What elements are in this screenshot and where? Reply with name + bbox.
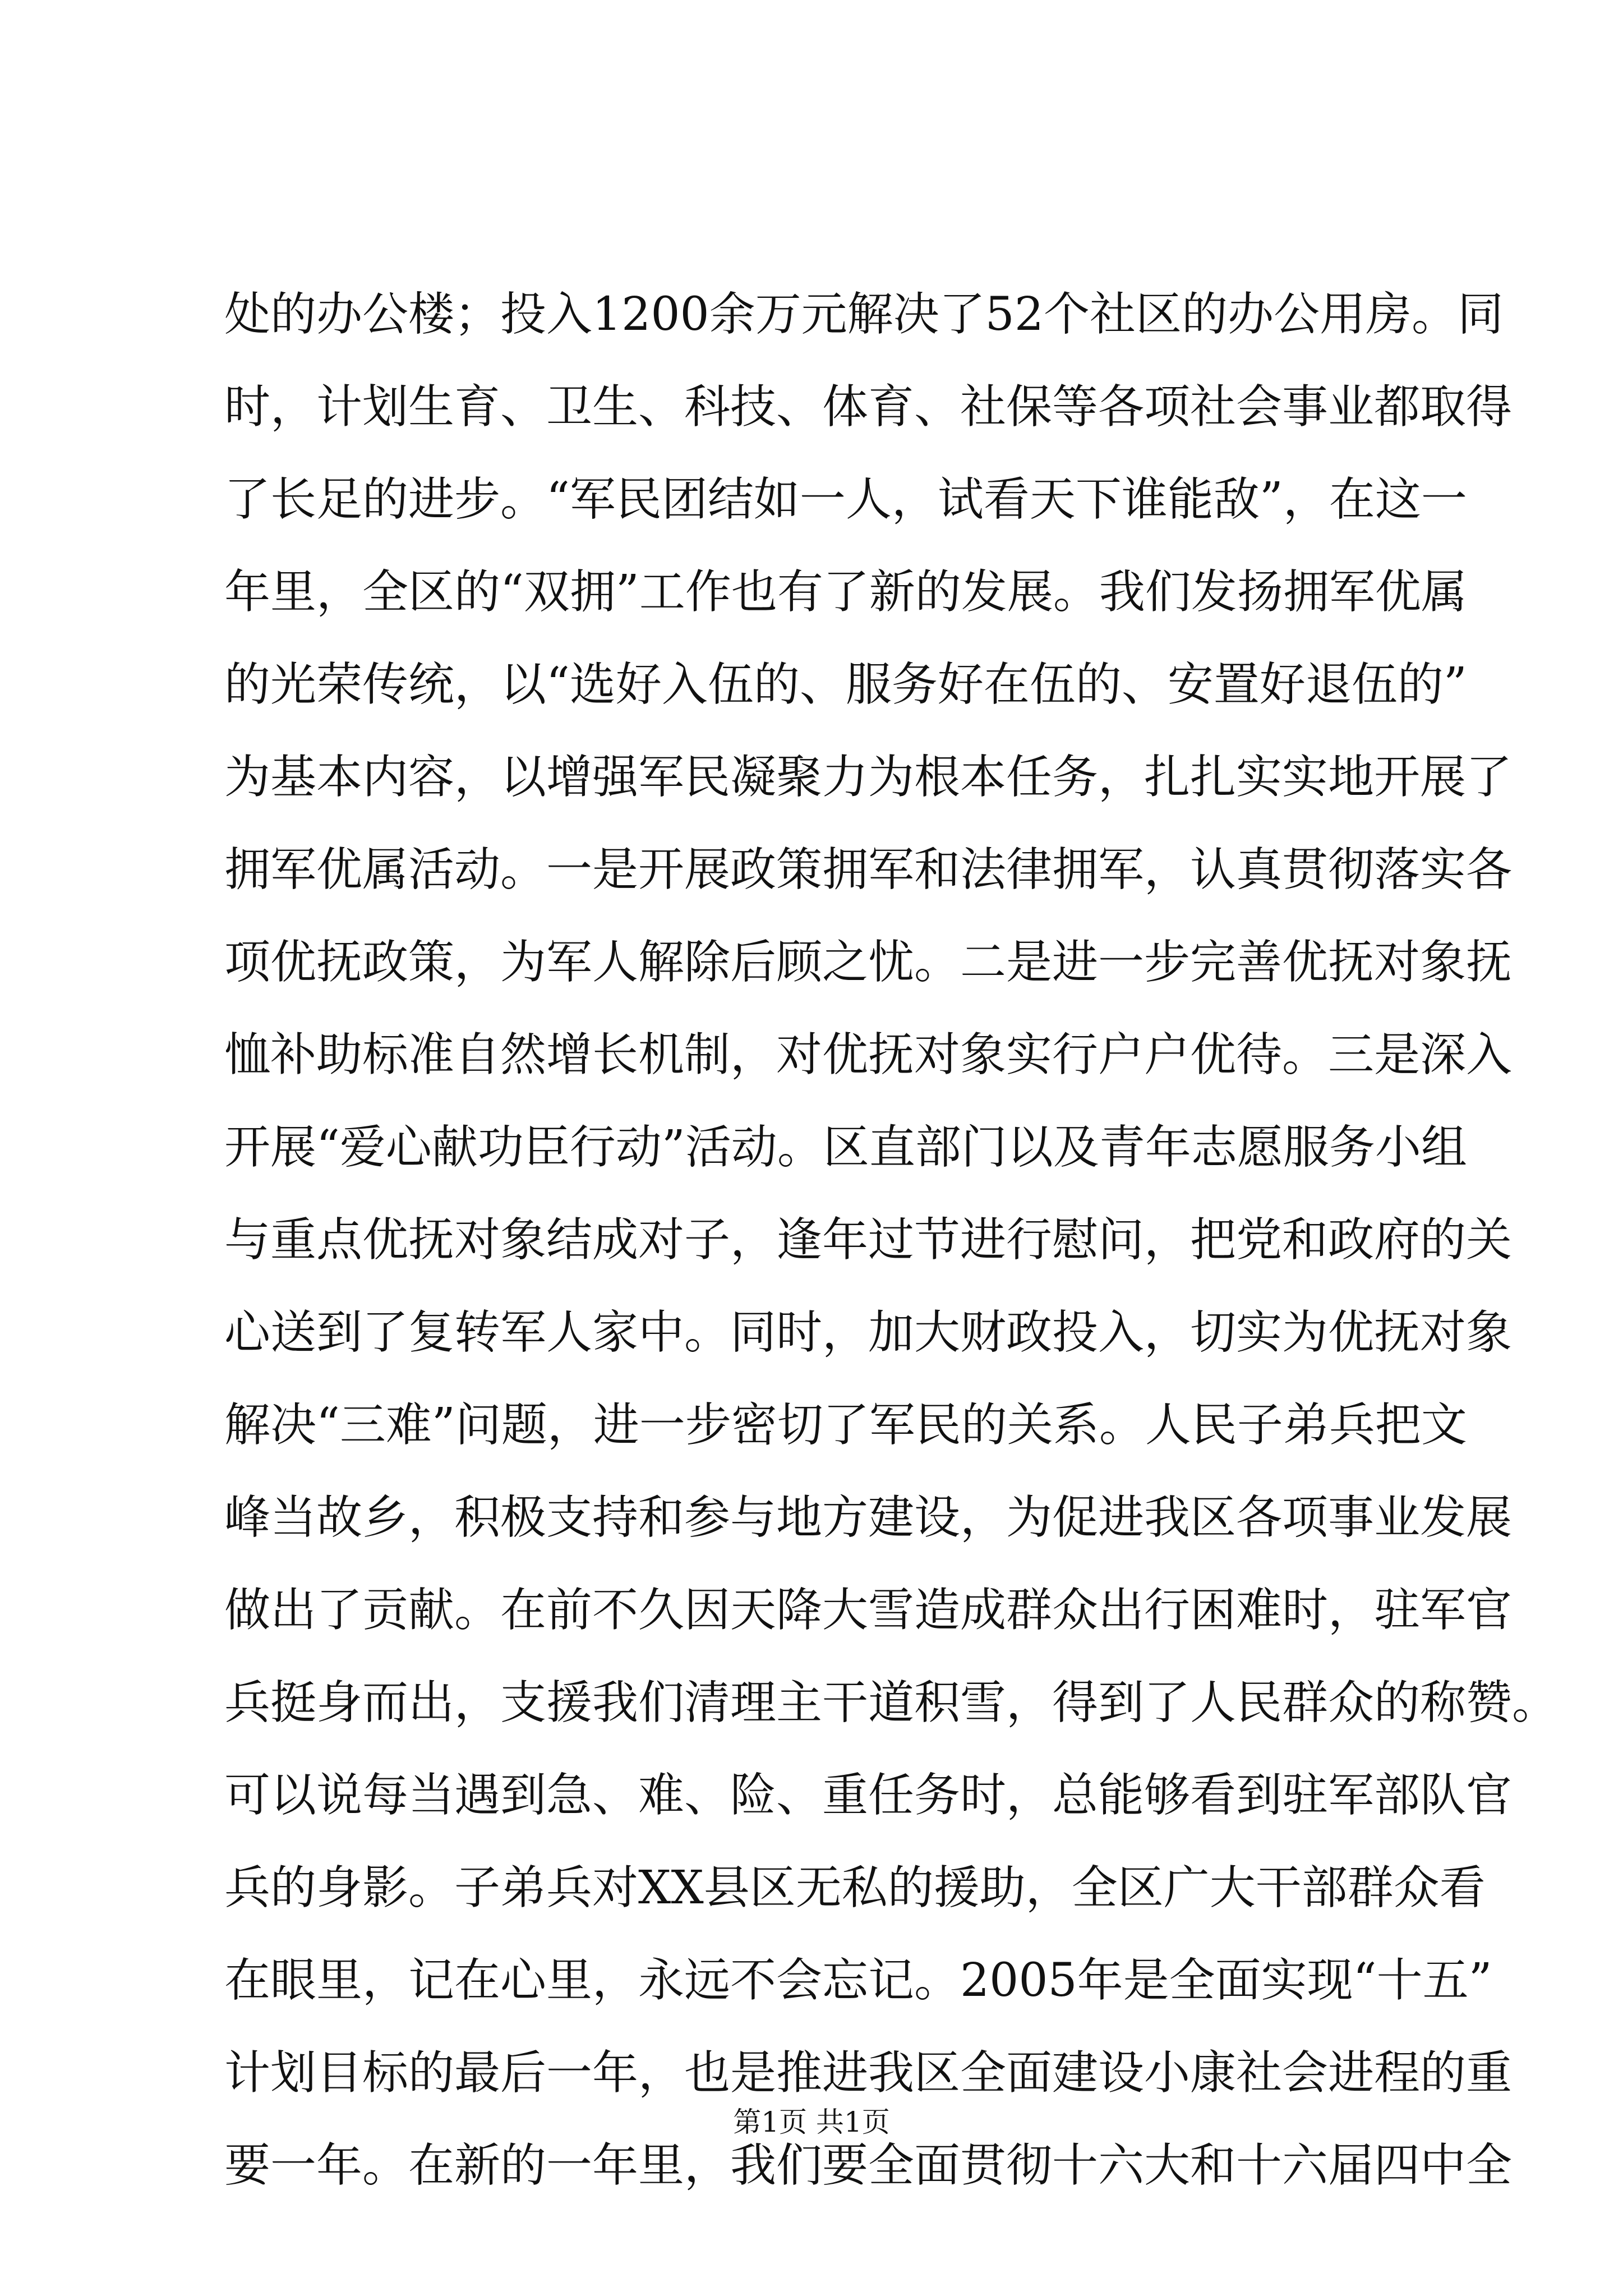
text-line: 项优抚政策，为军人解除后顾之忧。二是进一步完善优抚对象抚 (224, 936, 1513, 989)
page-footer (0, 2102, 1623, 2142)
text-line: 开展“爱心献功臣行动”活动。区直部门以及青年志愿服务小组 (224, 1121, 1467, 1174)
text-line: 做出了贡献。在前不久因天降大雪造成群众出行困难时，驻军官 (224, 1584, 1513, 1637)
text-line: 在眼里，记在心里，永远不会忘记。2005年是全面实现“十五” (224, 1954, 1492, 2007)
text-line: 心送到了复转军人家中。同时，加大财政投入，切实为优抚对象 (224, 1306, 1513, 1359)
text-line: 恤补助标准自然增长机制，对优抚对象实行户户优待。三是深入 (224, 1028, 1513, 1082)
body-text (224, 268, 1559, 2212)
text-line: 处的办公楼；投入1200余万元解决了52个社区的办公用房。同 (224, 288, 1504, 341)
text-line: 可以说每当遇到急、难、险、重任务时，总能够看到驻军部队官 (224, 1769, 1513, 1822)
text-line: 时，计划生育、卫生、科技、体育、社保等各项社会事业都取得 (224, 380, 1513, 434)
text-line: 计划目标的最后一年，也是推进我区全面建设小康社会进程的重 (224, 2046, 1513, 2100)
text-line: 了长足的进步。“军民团结如一人，试看天下谁能敌”，在这一 (224, 473, 1467, 526)
text-line: 峰当故乡，积极支持和参与地方建设，为促进我区各项事业发展 (224, 1491, 1513, 1544)
page-number-label: 第1页 共1页 (733, 2106, 890, 2138)
text-line: 年里，全区的“双拥”工作也有了新的发展。我们发扬拥军优属 (224, 565, 1467, 619)
text-line: 拥军优属活动。一是开展政策拥军和法律拥军，认真贯彻落实各 (224, 843, 1513, 896)
text-line: 与重点优抚对象结成对子，逢年过节进行慰问，把党和政府的关 (224, 1213, 1513, 1267)
text-line: 兵的身影。子弟兵对XX县区无私的援助，全区广大干部群众看 (224, 1861, 1486, 1915)
text-line: 要一年。在新的一年里，我们要全面贯彻十六大和十六届四中全 (224, 2139, 1513, 2192)
text-line: 的光荣传统，以“选好入伍的、服务好在伍的、安置好退伍的” (224, 658, 1467, 711)
text-line: 解决“三难”问题，进一步密切了军民的关系。人民子弟兵把文 (224, 1398, 1467, 1452)
text-line: 为基本内容，以增强军民凝聚力为根本任务，扎扎实实地开展了 (224, 751, 1513, 804)
text-line: 兵挺身而出，支援我们清理主干道积雪，得到了人民群众的称赞。 (224, 1676, 1559, 1729)
